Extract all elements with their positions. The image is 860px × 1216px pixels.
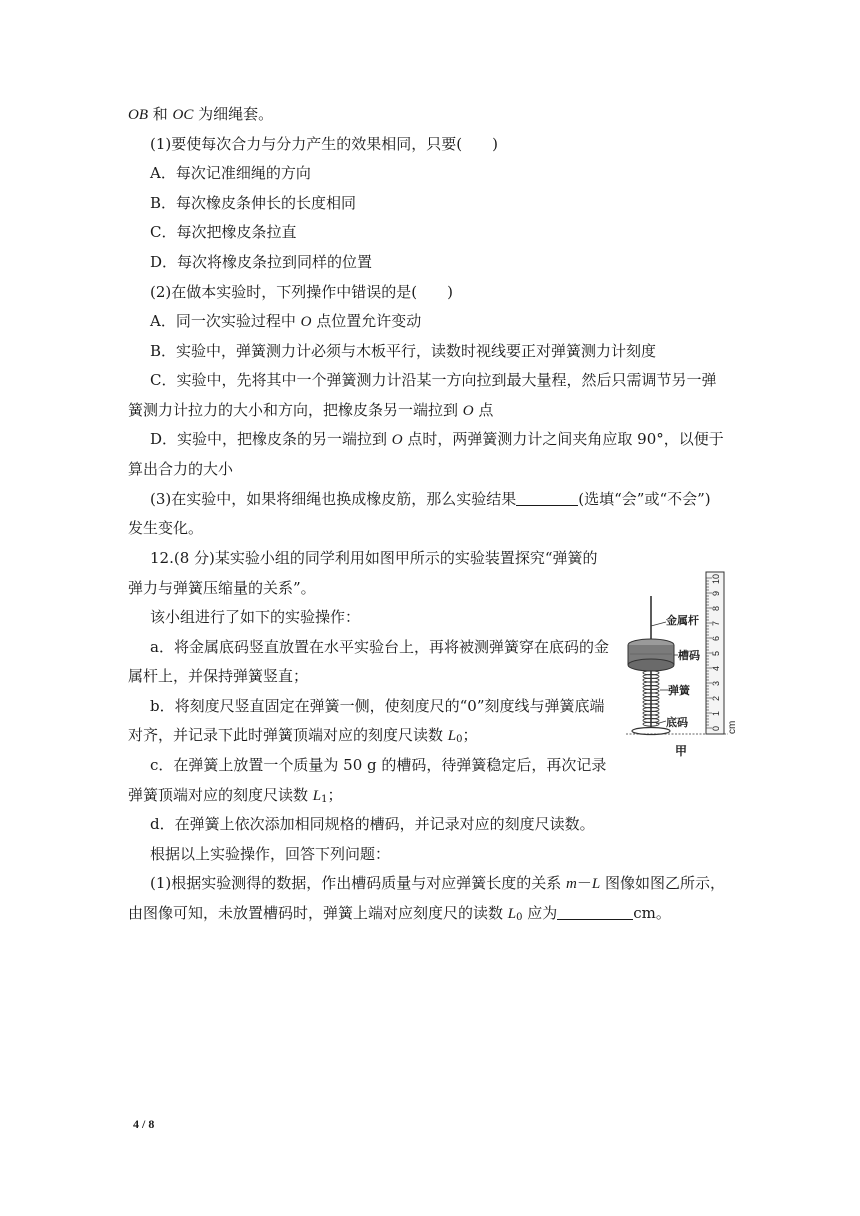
q2-stem-text: (2)在做本实验时，下列操作中错误的是( (150, 283, 418, 301)
q2-close: ) (447, 283, 453, 301)
q12-step-a-line2: 属杆上，并保持弹簧竖直； (128, 667, 309, 685)
q12-c2-pre: 弹簧顶端对应的刻度尺读数 (128, 786, 313, 804)
page-number: 4 / 8 (133, 1117, 155, 1131)
q2-a-pre: A．同一次实验过程中 (150, 312, 301, 330)
q3-line2: 发生变化。 (128, 519, 204, 537)
q1-close: ) (492, 135, 498, 153)
q12-line1: 12.(8 分)某实验小组的同学利用如图甲所示的实验装置探究“弹簧的 (150, 549, 598, 567)
ruler-tick-label: 5 (711, 650, 721, 656)
q1-option-c: C．每次把橡皮条拉直 (150, 223, 297, 241)
figure-caption: 甲 (675, 744, 688, 758)
ruler-tick-label: 6 (711, 635, 721, 641)
q2-c2-post: 点 (473, 401, 494, 419)
weight-label: 槽码 (678, 649, 700, 662)
q2-d1-post: 点时，两弹簧测力计之间夹角应取 90°，以便于 (402, 430, 724, 448)
q12-prompt: 根据以上实验操作，回答下列问题： (150, 845, 391, 863)
ruler-tick-label: 10 (711, 573, 721, 584)
ruler-tick-label: 1 (711, 710, 721, 716)
answer-blank (516, 490, 578, 506)
q12-f2-post: cm。 (633, 904, 671, 922)
ob-label: OB (128, 107, 148, 123)
figure-spring-apparatus (618, 568, 743, 764)
oc-label: OC (172, 107, 194, 123)
q12-b2-post: ； (462, 726, 478, 744)
var-l-sub: 0 (456, 734, 463, 745)
q12-line2: 弹力与弹簧压缩量的关系”。 (128, 579, 316, 597)
q3-line1 (150, 489, 711, 509)
q2-c2-pre: 簧测力计拉力的大小和方向，把橡皮条另一端拉到 (128, 401, 463, 419)
q2-option-d-line1 (150, 429, 724, 450)
q1-option-d: D．每次将橡皮条拉到同样的位置 (150, 253, 373, 271)
var-l: L (591, 876, 601, 892)
answer-blank (557, 904, 633, 920)
q1-stem-text: (1)要使每次合力与分力产生的效果相同，只要( (150, 135, 463, 153)
q12-step-a-line1: a．将金属底码竖直放置在水平实验台上，再将被测弹簧穿在底码的金 (150, 638, 609, 656)
intro-tail: 为细绳套。 (193, 105, 274, 123)
q2-a-post: 点位置允许变动 (311, 312, 422, 330)
q12-sub1-line2 (128, 903, 671, 924)
rod-leader (651, 622, 666, 626)
q12-f1-pre: (1)根据实验测得的数据，作出槽码质量与对应弹簧长度的关系 (150, 874, 567, 892)
ruler-tick-label: 9 (711, 590, 721, 596)
q12-step-b-line1: b．将刻度尺竖直固定在弹簧一侧，使刻度尺的“0”刻度线与弹簧底端 (150, 697, 605, 715)
weight-bottom (628, 659, 674, 671)
q12-step-b-line2 (128, 725, 478, 746)
q12-step-d: d．在弹簧上依次添加相同规格的槽码，并记录对应的刻度尺读数。 (150, 815, 595, 833)
q2-option-d-line2: 算出合力的大小 (128, 460, 234, 478)
q2-option-c-line2 (128, 400, 493, 421)
q2-option-c-line1: C．实验中，先将其中一个弹簧测力计沿某一方向拉到最大量程，然后只需调节另一弹 (150, 371, 717, 389)
var-l-sub: 0 (516, 912, 523, 923)
q12-sub1-line1 (150, 873, 725, 894)
q12-f2-pre: 由图像可知，未放置槽码时，弹簧上端对应刻度尺的读数 (128, 904, 508, 922)
ruler-tick-label: 3 (711, 680, 721, 686)
ruler-tick-label: 0 (711, 725, 721, 731)
ruler-tick-label: 2 (711, 695, 721, 701)
point-o: O (300, 314, 312, 330)
intro-and: 和 (148, 105, 173, 123)
base-disc (632, 728, 670, 735)
var-l-sub: 1 (321, 794, 328, 805)
q3-pre: (3)在实验中，如果将细绳也换成橡皮筋，那么实验结果 (150, 490, 517, 508)
q1-option-b: B．每次橡皮条伸长的长度相同 (150, 194, 357, 212)
q12-step-c-line1: c．在弹簧上放置一个质量为 50 g 的槽码，待弹簧稳定后，再次记录 (150, 756, 607, 774)
ruler-unit: cm (727, 720, 738, 734)
q12-f1-post: 图像如图乙所示， (600, 874, 726, 892)
base-label: 底码 (666, 716, 688, 729)
q12-line3: 该小组进行了如下的实验操作： (150, 608, 361, 626)
var-l: L (312, 788, 322, 804)
q2-option-b: B．实验中，弹簧测力计必须与木板平行，读数时视线要正对弹簧测力计刻度 (150, 342, 657, 360)
q3-post: (选填“会”或“不会”) (578, 490, 711, 508)
apparatus-illustration (618, 568, 743, 764)
q12-step-c-line2 (128, 785, 343, 806)
ruler-tick-label: 7 (711, 620, 721, 626)
q2-d1-pre: D．实验中，把橡皮条的另一端拉到 (150, 430, 392, 448)
intro-line (128, 104, 273, 125)
ruler-tick-label: 4 (711, 665, 721, 671)
rod-label: 金属杆 (666, 614, 699, 627)
point-o: O (391, 432, 403, 448)
var-l: L (507, 906, 517, 922)
point-o: O (462, 403, 474, 419)
q12-b2-pre: 对齐，并记录下此时弹簧顶端对应的刻度尺读数 (128, 726, 448, 744)
var-m: m (566, 876, 577, 892)
q1-stem (150, 134, 498, 154)
q2-option-a (150, 311, 421, 332)
q2-stem (150, 282, 453, 302)
var-l: L (447, 728, 457, 744)
dash: － (576, 874, 592, 892)
ruler-tick-label: 8 (711, 605, 721, 611)
spring-label: 弹簧 (668, 684, 690, 697)
q1-option-a: A．每次记准细绳的方向 (150, 164, 311, 182)
q12-c2-post: ； (327, 786, 343, 804)
q12-f2-mid: 应为 (522, 904, 558, 922)
